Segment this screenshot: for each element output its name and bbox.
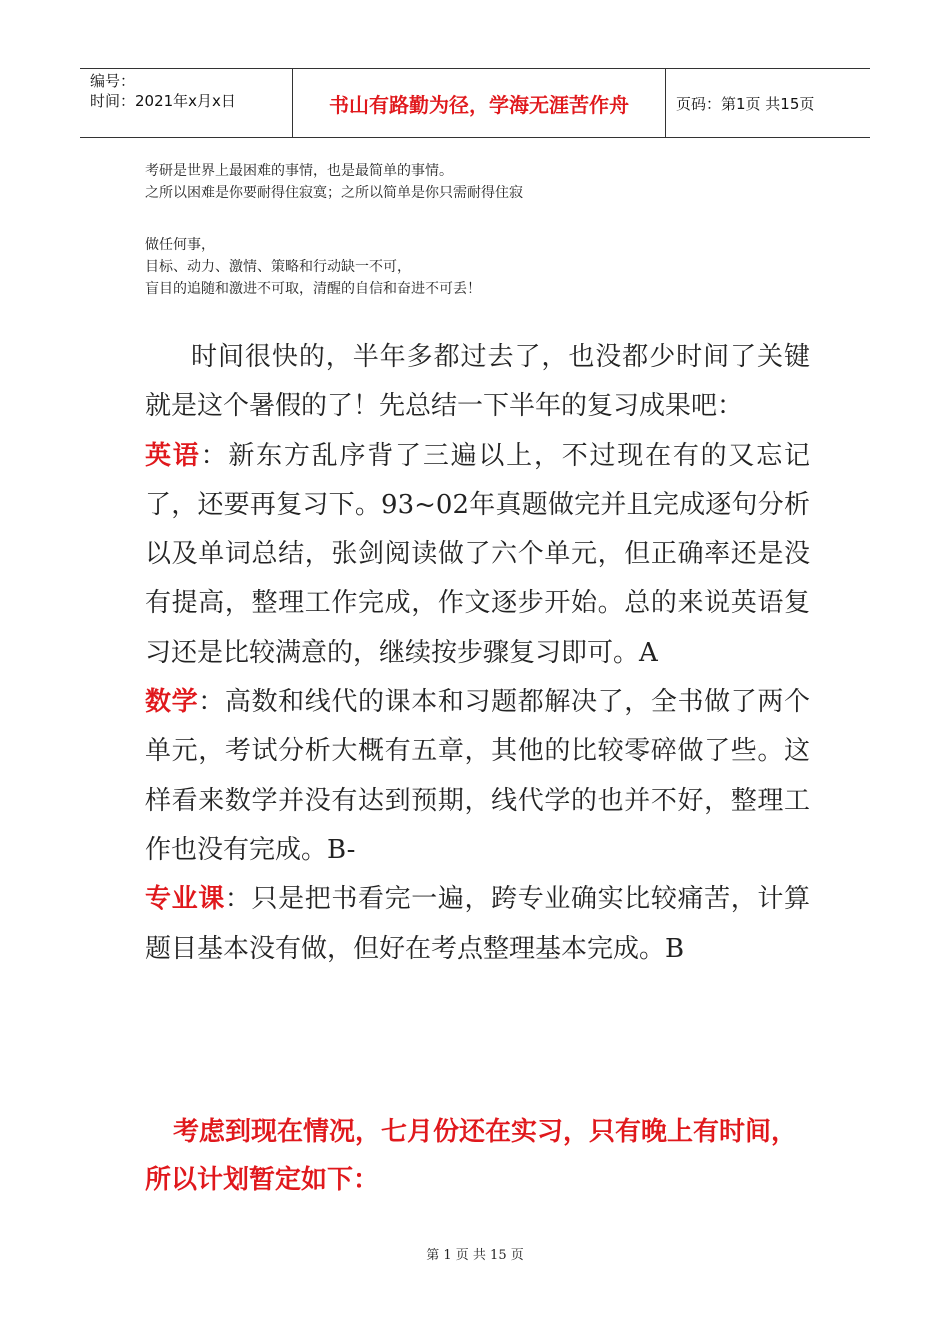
- english-label: 英语: [145, 440, 201, 471]
- document-header: [80, 68, 870, 138]
- math-paragraph: [145, 678, 810, 875]
- major-paragraph: [145, 875, 810, 974]
- header-motto: 书山有路勤为径，学海无涯苦作舟: [293, 69, 666, 137]
- english-paragraph: [145, 432, 810, 678]
- quote-line: 目标、动力、激情、策略和行动缺一不可，: [145, 259, 411, 275]
- major-label: 专业课: [145, 884, 225, 915]
- header-page-info: 页码：第1页 共15页: [676, 94, 815, 113]
- main-content: [145, 333, 810, 974]
- english-text: ：新东方乱序背了三遍以上，不过现在有的又忘记了，还要再复习下。93~02年真题做完并且完成逐句分析以及单词总结，张剑阅读做了六个单元，但正确率还是没有提高，整理工作完成，作文逐步开始。总的来说英语复习还是比较满意的，继续按步骤复习即可。A: [145, 440, 810, 668]
- intro-paragraph: 时间很快的，半年多都过去了，也没都少时间了关键就是这个暑假的了！先总结一下半年的复习成果吧：: [145, 342, 810, 422]
- header-meta: [80, 69, 293, 137]
- quote-line: 做任何事，: [145, 237, 215, 253]
- quote-line: 盲目的追随和激进不可取，清醒的自信和奋进不可丢！: [145, 281, 481, 297]
- math-text: ：高数和线代的课本和习题都解决了，全书做了两个单元，考试分析大概有五章，其他的比较零碎做了些。这样看来数学并没有达到预期，线代学的也并不好，整理工作也没有完成。B-: [145, 687, 810, 865]
- page-footer: 第 1 页 共 15 页: [426, 1248, 524, 1263]
- plan-heading: [145, 1108, 810, 1204]
- math-label: 数学: [145, 687, 199, 718]
- quote-line: 之所以困难是你要耐得住寂寞；之所以简单是你只需耐得住寂: [145, 185, 523, 201]
- number-label: 编号：: [90, 72, 136, 90]
- major-text: ：只是把书看完一遍，跨专业确实比较痛苦，计算题目基本没有做，但好在考点整理基本完成。B: [145, 884, 810, 964]
- plan-text: 考虑到现在情况，七月份还在实习，只有晚上有时间，所以计划暂定如下：: [145, 1117, 798, 1195]
- quote-block-2: [145, 234, 481, 300]
- quote-block-1: [145, 160, 523, 204]
- quote-line: 考研是世界上最困难的事情，也是最简单的事情。: [145, 163, 453, 179]
- date-label: 时间：2021年x月x日: [90, 92, 236, 110]
